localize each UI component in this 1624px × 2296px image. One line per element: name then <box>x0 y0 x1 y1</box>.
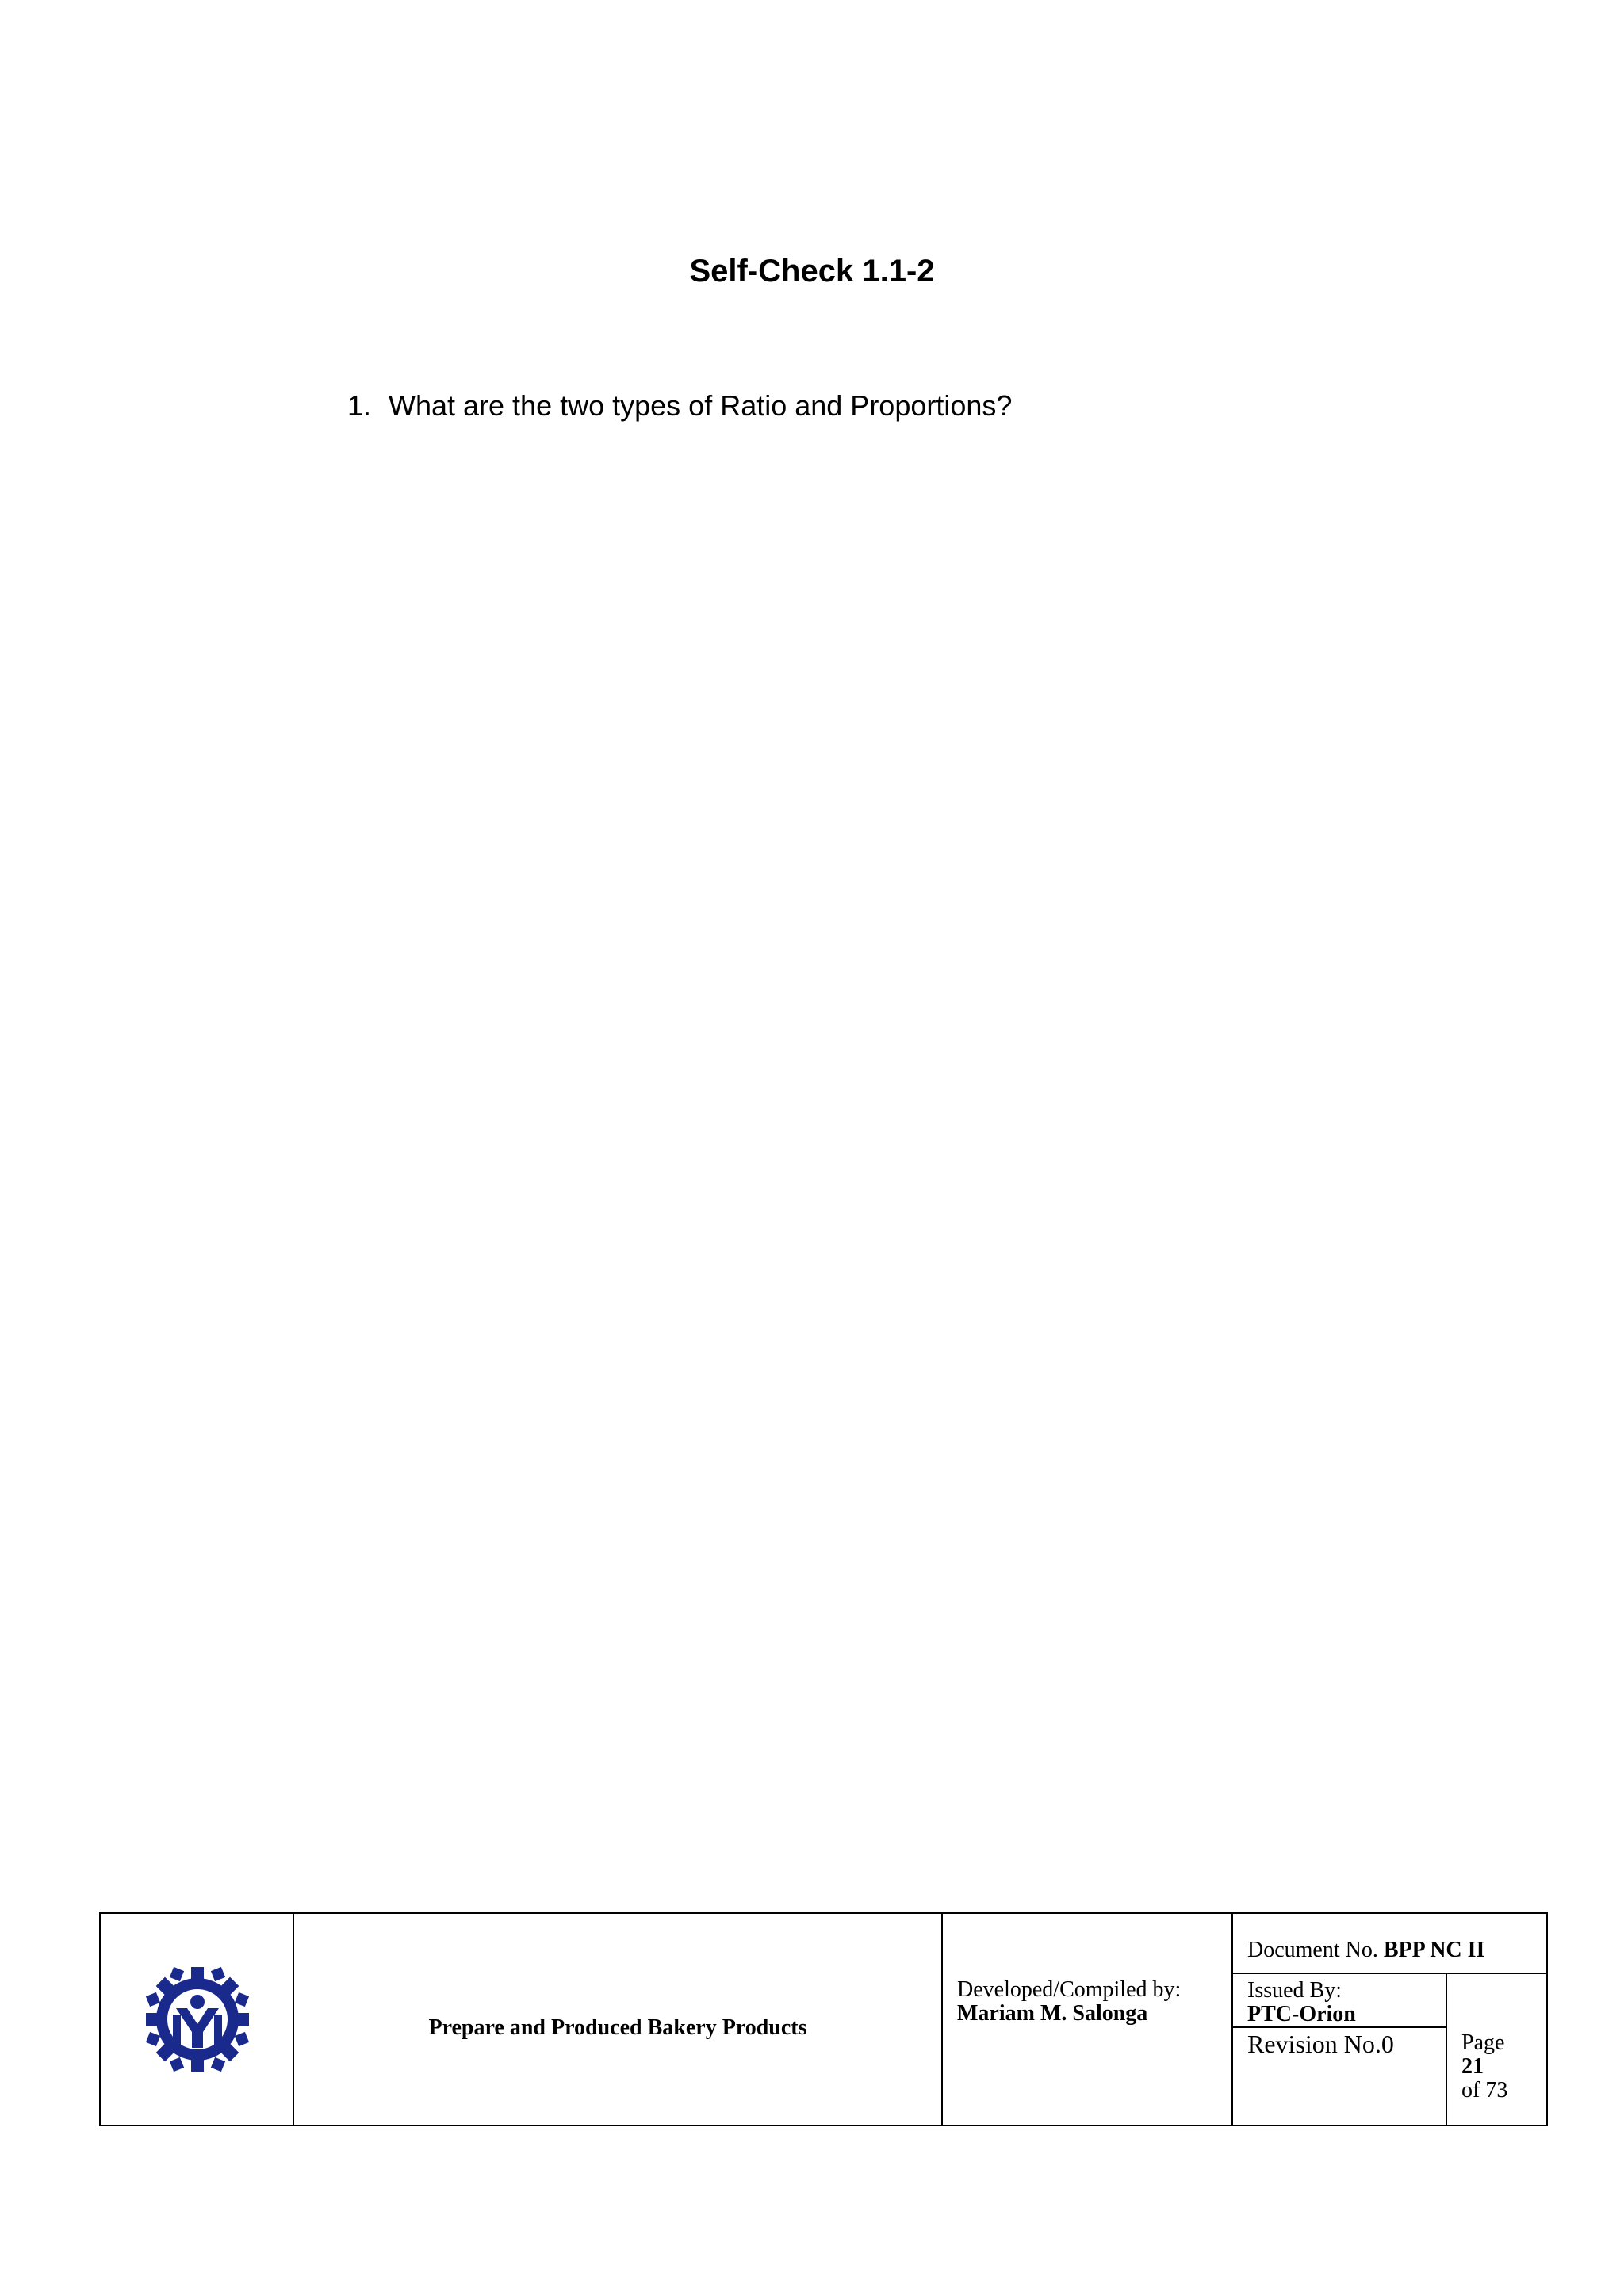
document-number-cell <box>1233 1914 1548 1973</box>
document-label: Document No. <box>1247 1938 1378 1962</box>
issuer-name: PTC-Orion <box>1247 2002 1356 2026</box>
page-total: of 73 <box>1461 2078 1508 2103</box>
page-number: 21 <box>1461 2054 1484 2079</box>
revision-number: Revision No.0 <box>1247 2030 1394 2058</box>
question-number: 1. <box>347 389 372 422</box>
module-title: Prepare and Produced Bakery Products <box>428 2015 807 2040</box>
page-title: Self-Check 1.1-2 <box>689 254 935 289</box>
developer-name: Mariam M. Salonga <box>957 2001 1148 2026</box>
issued-label: Issued By: <box>1247 1978 1342 2003</box>
tesda-gear-logo-icon <box>146 1965 249 2073</box>
document-number: BPP NC II <box>1383 1938 1485 1962</box>
document-footer-table <box>99 1912 1548 2126</box>
logo-cell <box>101 1914 294 2125</box>
page-label: Page <box>1461 2030 1505 2055</box>
developer-cell <box>943 1914 1231 2125</box>
issued-by-cell <box>1233 1974 1446 2026</box>
developed-label: Developed/Compiled by: <box>957 1977 1182 2002</box>
list-item <box>347 384 1012 428</box>
page-number-cell <box>1447 1974 1548 2125</box>
question-text: What are the two types of Ratio and Proportions? <box>389 389 1013 422</box>
question-list <box>347 384 1012 428</box>
